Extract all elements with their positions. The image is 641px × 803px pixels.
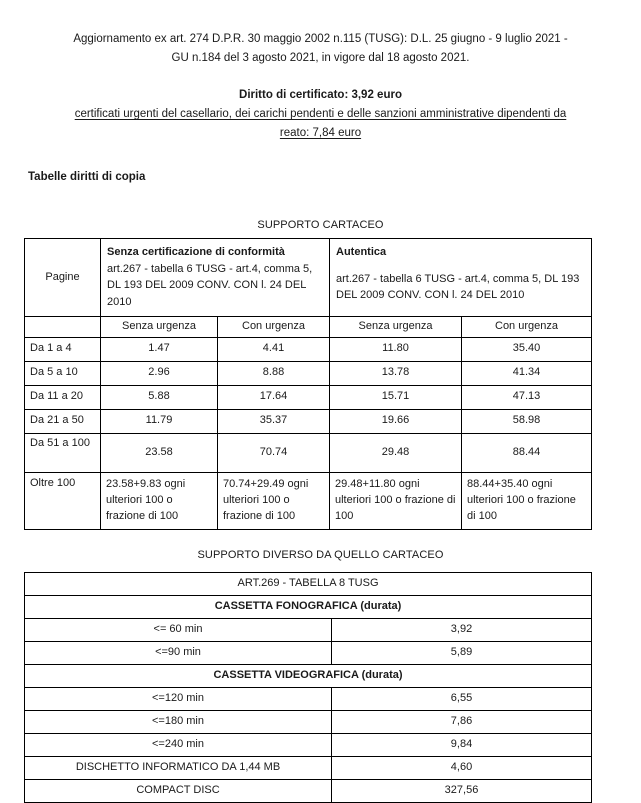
row-value: 23.58+9.83 ogni ulteriori 100 o frazione di 100 <box>101 472 218 529</box>
table2-title: ART.269 - TABELLA 8 TUSG <box>25 572 592 595</box>
row-value: 35.37 <box>218 409 330 433</box>
row-label: <=120 min <box>25 687 332 710</box>
table-row <box>25 710 592 733</box>
row-value: 5,89 <box>332 641 592 664</box>
subheader-0: Senza urgenza <box>101 317 218 338</box>
row-label: Da 1 a 4 <box>25 337 101 361</box>
table-row <box>25 756 592 779</box>
intro-line-2: GU n.184 del 3 agosto 2021, in vigore dal 18 agosto 2021. <box>171 52 470 64</box>
row-value: 11.79 <box>101 409 218 433</box>
row-value: 6,55 <box>332 687 592 710</box>
table-row <box>25 641 592 664</box>
row-value: 3,92 <box>332 618 592 641</box>
section-cassetta-fonografica: CASSETTA FONOGRAFICA (durata) <box>25 595 592 618</box>
subheader-2: Senza urgenza <box>330 317 462 338</box>
table2-section-row <box>25 595 592 618</box>
row-value: 58.98 <box>462 409 592 433</box>
header-group-b-title: Autentica <box>336 246 387 258</box>
tabelle-diritti-di-copia-heading: Tabelle diritti di copia <box>28 171 146 183</box>
row-value: 2.96 <box>101 361 218 385</box>
certificati-urgenti-paragraph <box>0 105 641 143</box>
row-value: 9,84 <box>332 733 592 756</box>
table-row <box>25 337 592 361</box>
row-value: 15.71 <box>330 385 462 409</box>
table-row <box>25 618 592 641</box>
table-row <box>25 409 592 433</box>
subheader-empty-cell <box>25 317 101 338</box>
row-value: 7,86 <box>332 710 592 733</box>
row-value: 17.64 <box>218 385 330 409</box>
row-value: 13.78 <box>330 361 462 385</box>
subheader-1: Con urgenza <box>218 317 330 338</box>
certificati-urgenti-line-1: certificati urgenti del casellario, dei carichi pendenti e delle sanzioni amministrative dipendenti da <box>74 108 567 120</box>
row-value: 29.48 <box>330 433 462 472</box>
row-value: 35.40 <box>462 337 592 361</box>
supporto-diverso-table <box>24 572 592 803</box>
table1-subheader-row <box>25 317 592 338</box>
row-label: COMPACT DISC <box>25 779 332 802</box>
diritto-certificato-line: Diritto di certificato: 3,92 euro <box>239 89 402 101</box>
table-row <box>25 433 592 472</box>
row-label: <=90 min <box>25 641 332 664</box>
row-value: 47.13 <box>462 385 592 409</box>
header-group-a-title: Senza certificazione di conformità <box>107 246 285 258</box>
row-value: 5.88 <box>101 385 218 409</box>
table2-section-row <box>25 664 592 687</box>
row-label: <= 60 min <box>25 618 332 641</box>
table1-caption: SUPPORTO CARTACEO <box>257 219 384 231</box>
row-value: 327,56 <box>332 779 592 802</box>
row-label: <=180 min <box>25 710 332 733</box>
header-group-a-subtitle: art.267 - tabella 6 TUSG - art.4, comma 5, DL 193 DEL 2009 CONV. CON l. 24 DEL 2010 <box>107 262 313 308</box>
row-value: 70.74 <box>218 433 330 472</box>
row-label: Da 5 a 10 <box>25 361 101 385</box>
row-value: 1.47 <box>101 337 218 361</box>
row-label: Da 21 a 50 <box>25 409 101 433</box>
table2-caption: SUPPORTO DIVERSO DA QUELLO CARTACEO <box>197 548 444 561</box>
row-value: 70.74+29.49 ogni ulteriori 100 o frazione di 100 <box>218 472 330 529</box>
row-label: <=240 min <box>25 733 332 756</box>
table1-header-row <box>25 239 592 317</box>
row-value: 19.66 <box>330 409 462 433</box>
intro-paragraph <box>0 0 641 68</box>
supporto-cartaceo-table <box>24 238 592 530</box>
certificati-urgenti-line-2: reato: 7,84 euro <box>279 127 362 139</box>
row-label: Oltre 100 <box>25 472 101 529</box>
row-value: 23.58 <box>101 433 218 472</box>
row-value: 88.44+35.40 ogni ulteriori 100 o frazione di 100 <box>462 472 592 529</box>
header-group-b-subtitle: art.267 - tabella 6 TUSG - art.4, comma 5, DL 193 DEL 2009 CONV. CON l. 24 DEL 2010 <box>336 272 580 301</box>
table-row <box>25 733 592 756</box>
table-row <box>25 779 592 802</box>
header-group-autentica <box>330 239 592 317</box>
row-value: 29.48+11.80 ogni ulteriori 100 o frazione di 100 <box>330 472 462 529</box>
row-value: 41.34 <box>462 361 592 385</box>
header-pagine: Pagine <box>25 239 101 317</box>
row-label: DISCHETTO INFORMATICO DA 1,44 MB <box>25 756 332 779</box>
table-row <box>25 385 592 409</box>
table-row <box>25 687 592 710</box>
row-label: Da 51 a 100 <box>25 433 101 472</box>
row-label: Da 11 a 20 <box>25 385 101 409</box>
table-row <box>25 472 592 529</box>
intro-line-1: Aggiornamento ex art. 274 D.P.R. 30 maggio 2002 n.115 (TUSG): D.L. 25 giugno - 9 luglio 2021 - <box>73 33 568 45</box>
row-value: 4,60 <box>332 756 592 779</box>
table-row <box>25 361 592 385</box>
row-value: 8.88 <box>218 361 330 385</box>
table2-title-row <box>25 572 592 595</box>
subheader-3: Con urgenza <box>462 317 592 338</box>
header-group-senza-certificazione <box>101 239 330 317</box>
row-value: 11.80 <box>330 337 462 361</box>
row-value: 88.44 <box>462 433 592 472</box>
row-value: 4.41 <box>218 337 330 361</box>
section-cassetta-videografica: CASSETTA VIDEOGRAFICA (durata) <box>25 664 592 687</box>
